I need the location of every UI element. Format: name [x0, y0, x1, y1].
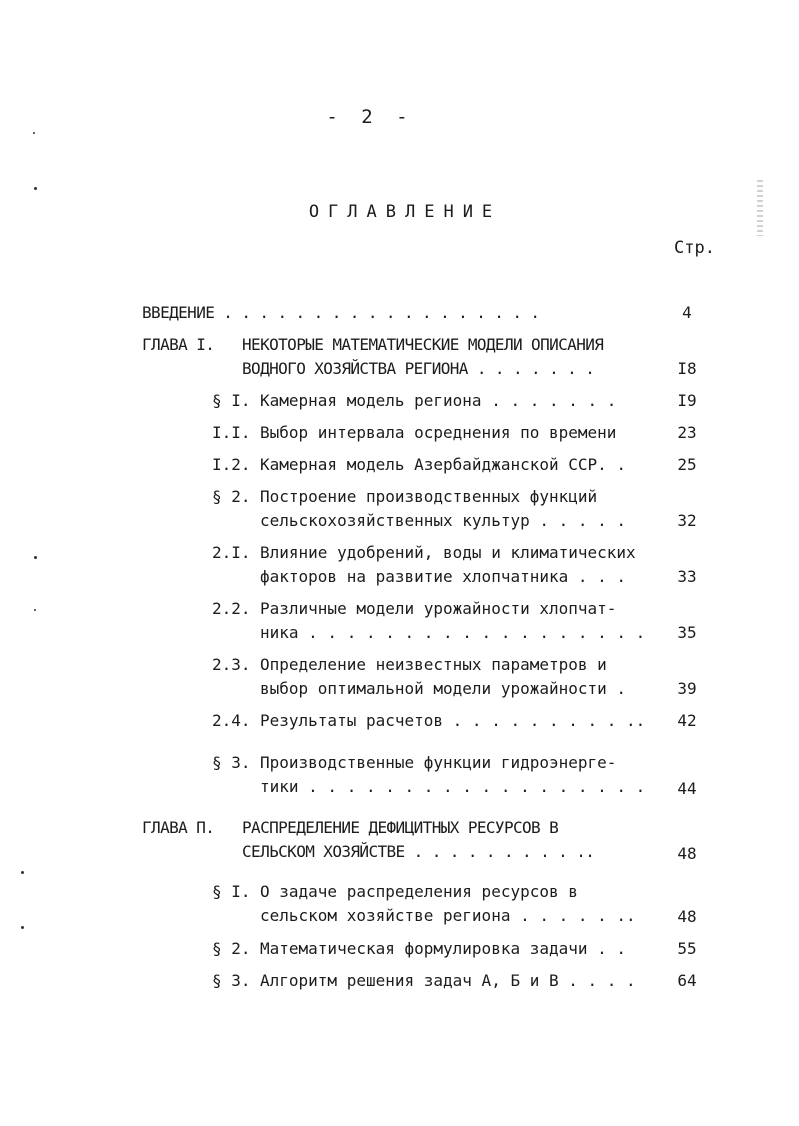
toc-entry-number: § I. — [212, 882, 251, 901]
toc-entry-title: Определение неизвестных параметров и — [260, 655, 607, 674]
toc-entry-page: 48 — [677, 907, 697, 926]
toc-entry-title: Камерная модель региона . . . . . . . — [260, 391, 617, 410]
toc-entry-page: 25 — [677, 455, 697, 474]
toc-entry-page: 48 — [677, 844, 697, 863]
toc-entry-page: 42 — [677, 711, 697, 730]
toc-entry-number: 2.4. — [212, 711, 251, 730]
scan-speck — [21, 926, 24, 929]
toc-entry-chapter-2-section-3 — [212, 969, 636, 1065]
scan-speck — [34, 556, 37, 559]
toc-entry-title-continued: сельском хозяйстве региона . . . . . .. — [260, 906, 636, 925]
page-number: - 2 - — [326, 106, 414, 128]
toc-entry-title: Влияние удобрений, воды и климатических — [260, 543, 636, 562]
scan-speck — [34, 187, 37, 190]
toc-entry-title-continued: сельскохозяйственных культур . . . . . — [260, 511, 627, 530]
toc-entry-title: НЕКОТОРЫЕ МАТЕМАТИЧЕСКИЕ МОДЕЛИ ОПИСАНИЯ — [242, 335, 604, 354]
toc-entry-title: Различные модели урожайности хлопчат- — [260, 599, 617, 618]
toc-entry-title: О задаче распределения ресурсов в — [260, 882, 578, 901]
scan-speck — [34, 609, 36, 611]
toc-entry-title-continued: выбор оптимальной модели урожайности . — [260, 679, 627, 698]
toc-entry-number: § 3. — [212, 753, 251, 772]
toc-entry-number: 2.3. — [212, 655, 251, 674]
toc-entry-page: 4 — [682, 303, 692, 322]
toc-entry-number: § 2. — [212, 939, 251, 958]
toc-entry-title: Математическая формулировка задачи . . — [260, 939, 627, 958]
toc-entry-title: Результаты расчетов . . . . . . . . . .. — [260, 711, 646, 730]
toc-entry-page: 23 — [677, 423, 697, 442]
toc-entry-number: § 3. — [212, 971, 251, 990]
toc-entry-page: 35 — [677, 623, 697, 642]
toc-entry-title: ВВЕДЕНИЕ . . . . . . . . . . . . . . . . . . — [142, 303, 540, 322]
toc-entry-title: Алгоритм решения задач А, Б и В . . . . — [260, 971, 636, 990]
toc-entry-number: 2.2. — [212, 599, 251, 618]
toc-entry-page: 32 — [677, 511, 697, 530]
toc-entry-title: Выбор интервала осреднения по времени — [260, 423, 617, 442]
toc-entry-number: § 2. — [212, 487, 251, 506]
toc-entry-page: 33 — [677, 567, 697, 586]
toc-entry-title: Построение производственных функций — [260, 487, 598, 506]
toc-entry-page: I8 — [677, 359, 697, 378]
toc-entry-title-continued: факторов на развитие хлопчатника . . . — [260, 567, 627, 586]
scan-speck — [21, 871, 24, 874]
scan-smudge — [757, 180, 763, 236]
toc-entry-page: 64 — [677, 971, 697, 990]
toc-entry-number: § I. — [212, 391, 251, 410]
toc-entry-number: ГЛАВА I. — [142, 335, 215, 354]
toc-entry-number: 2.I. — [212, 543, 251, 562]
page-title: ОГЛАВЛЕНИЕ — [308, 202, 502, 222]
toc-entry-page: 39 — [677, 679, 697, 698]
toc-entry-page: I9 — [677, 391, 697, 410]
toc-entry-title-continued: ВОДНОГО ХОЗЯЙСТВА РЕГИОНА . . . . . . . — [242, 359, 595, 378]
page-column-header: Стр. — [674, 238, 715, 258]
toc-entry-number: ГЛАВА П. — [142, 818, 215, 837]
toc-entry-title-continued: ника . . . . . . . . . . . . . . . . . . — [260, 623, 646, 642]
toc-entry-title-continued: СЕЛЬСКОМ ХОЗЯЙСТВЕ . . . . . . . . . .. — [242, 842, 595, 861]
toc-entry-title: Производственные функции гидроэнерге- — [260, 753, 617, 772]
toc-entry-title-continued: тики . . . . . . . . . . . . . . . . . . — [260, 777, 646, 796]
toc-entry-number: I.2. — [212, 455, 251, 474]
toc-entry-title: Камерная модель Азербайджанской ССР. . — [260, 455, 627, 474]
toc-entry-title: РАСПРЕДЕЛЕНИЕ ДЕФИЦИТНЫХ РЕСУРСОВ В — [242, 818, 559, 837]
toc-entry-number: I.I. — [212, 423, 251, 442]
toc-entry-page: 44 — [677, 779, 697, 798]
scan-speck — [33, 132, 35, 134]
toc-entry-page: 55 — [677, 939, 697, 958]
